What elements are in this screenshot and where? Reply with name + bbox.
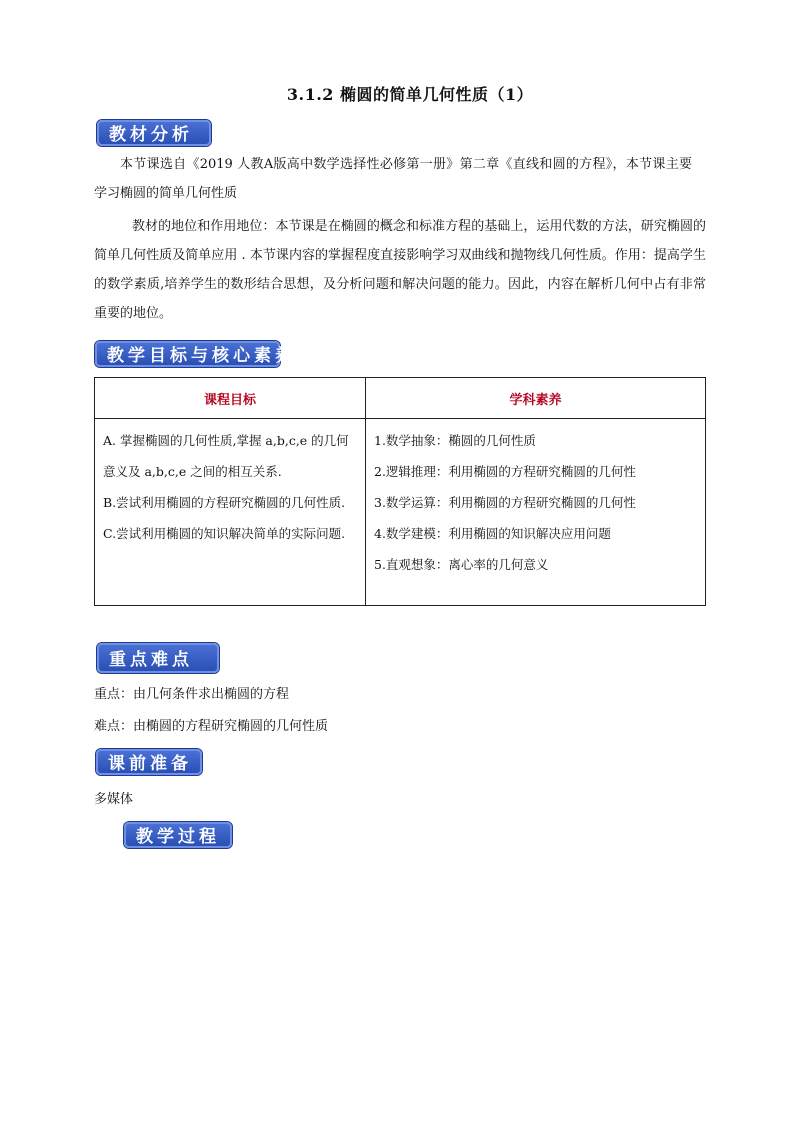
section-badge-key-points: 重点难点 [97, 643, 219, 673]
course-goals-cell [95, 419, 366, 606]
course-goal-item: C.尝试利用椭圆的知识解决简单的实际问题. [103, 526, 346, 541]
key-point-text: 重点：由几何条件求出椭圆的方程 [94, 687, 290, 702]
preparation-content: 多媒体 [94, 792, 134, 807]
difficulty-text: 难点：由椭圆的方程研究椭圆的几何性质 [94, 719, 329, 734]
course-goal-item: A. 掌握椭圆的几何性质,掌握 a,b,c,e 的几何意义及 a,b,c,e 之间的相互关系. [103, 433, 349, 479]
literacy-item: 1.数学抽象：椭圆的几何性质 [374, 433, 536, 448]
literacy-cell [366, 419, 706, 606]
analysis-paragraph-2: 教材的地位和作用地位：本节课是在椭圆的概念和标准方程的基础上，运用代数的方法，研究椭圆的简单几何性质及简单应用 . 本节课内容的掌握程度直接影响学习双曲线和抛物线几何性质。作用：提高学生的数学素质,培养学生的数形结合思想，及分析问题和解决问题的能力。因此，内容在解析几何中占有非常重要的地位。 [94, 219, 706, 321]
course-goal-item: B.尝试利用椭圆的方程研究椭圆的几何性质. [103, 495, 346, 510]
objectives-table [94, 377, 706, 606]
section-badge-analysis: 教材分析 [97, 120, 211, 146]
section-badge-objectives: 教学目标与核心素养 [95, 341, 280, 367]
literacy-item: 2.逻辑推理：利用椭圆的方程研究椭圆的几何性 [374, 464, 636, 479]
literacy-item: 4.数学建模：利用椭圆的知识解决应用问题 [374, 526, 611, 541]
page-title: 3.1.2 椭圆的简单几何性质（1） [286, 85, 534, 104]
analysis-paragraph-1: 本节课选自《2019 人教A版高中数学选择性必修第一册》第二章《直线和圆的方程》，本节课主要学习椭圆的简单几何性质 [94, 157, 692, 201]
literacy-item: 3.数学运算：利用椭圆的方程研究椭圆的几何性 [374, 495, 636, 510]
literacy-item: 5.直观想象：离心率的几何意义 [374, 557, 549, 572]
section-badge-preparation: 课前准备 [96, 749, 202, 775]
table-header-course-goals: 课程目标 [95, 378, 366, 419]
table-row [95, 419, 706, 606]
table-header-literacy: 学科素养 [366, 378, 706, 419]
table-header-row [95, 378, 706, 419]
section-badge-process: 教学过程 [124, 822, 232, 848]
